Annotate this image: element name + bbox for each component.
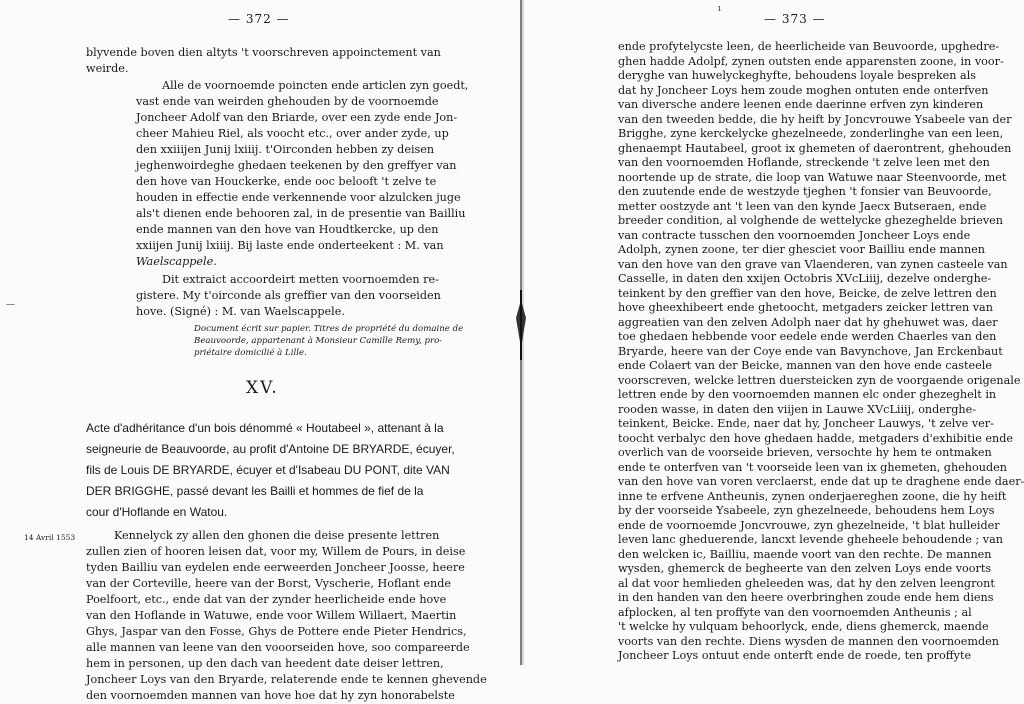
text-line: 't welcke hy vulquam behoorlyck, ende, diens ghemerck, maende (618, 620, 989, 633)
text-line: van diversche andere leenen ende daerinne erfven zyn kinderen (618, 98, 984, 111)
text-line: Joncheer Adolf van den Briarde, over een zyde ende Jon- (136, 111, 458, 124)
heading-line: fils de Louis DE BRYARDE, écuyer et d'Isabeau DU PONT, dite VAN (86, 463, 450, 477)
heading-line: seigneurie de Beauvoorde, au profit d'Antoine DE BRYARDE, écuyer, (86, 442, 455, 456)
text-line: by der voorseide Ysabeele, zyn ghezelneede, behoudens hem Loys (618, 504, 995, 517)
text-line: toe ghedaen hebbende voor eedele ende werden Chaerles van den (618, 330, 997, 343)
text-line: zullen zien of hooren leisen dat, voor my, Willem de Pours, in deise (86, 545, 466, 558)
page-number-right: — 373 — (764, 12, 826, 26)
text-line: houden in effectie ende verkennende voor alzulcken juge (136, 191, 461, 204)
text-line: ende de voornoemde Joncvrouwe, zyn ghezelneide, 't blat hulleider (618, 518, 1000, 532)
text-line: Kennelyck zy allen den ghonen die deise presente lettren (114, 529, 440, 542)
text-line: gistere. My t'oirconde als greffier van den voorseiden (136, 289, 441, 302)
text-line: hem in personen, up den dach van heedent date deiser lettren, (86, 657, 444, 670)
left-page (0, 0, 512, 702)
section-number: XV. (246, 378, 279, 398)
text-line: van den voornoemden Hoflande, streckende 't zelve leen met den (618, 156, 990, 169)
text-line: teinkent by den greffier van den hove, Beicke, de zelve lettren den (618, 286, 997, 300)
margin-tick: ı (718, 4, 721, 14)
text-line: van den hove van voren verclaerst, ende dat up te draghene ende daer- (618, 475, 1024, 488)
text-line: den voornoemden mannen van hove hoe dat hy zyn honorabelste (86, 689, 455, 702)
margin-date: 14 Avril 1553 (24, 533, 76, 542)
text-line: metter oostzyde ant 't leen van den kynde Jaecx Butseraen, ende (618, 199, 987, 213)
text-line: al dat voor hemlieden gheleeden was, dat hy den zelven leengront (618, 576, 995, 590)
page-number-left: — 372 — (228, 12, 290, 26)
text-line: den zuutende ende de westzyde tjeghen 't fonsier van Beuvoorde, (618, 185, 992, 198)
text-line: Ghys, Jaspar van den Fosse, Ghys de Pottere ende Pieter Hendrics, (86, 625, 467, 638)
text-line: Poelfoort, etc., ende dat van der zynder heerlicheide ende hove (86, 593, 447, 606)
text-line: breeder condition, al volghende de wettelycke ghezeghelde brieven (618, 214, 1004, 227)
text-line: xxiijen Junij lxiiij. Bij laste ende onderteekent : M. van (136, 239, 444, 252)
text-line: wysden, ghemerck de begheerte van den zelven Loys ende voorts (618, 562, 992, 575)
text-line: lettren ende by den voornoemden mannen elc onder ghezeghelt in (618, 388, 997, 401)
text-line: den hove van Houckerke, ende ooc belooft 't zelve te (136, 175, 437, 188)
text-line: Joncheer Loys van den Bryarde, relaterende ende te kennen ghevende (86, 673, 487, 686)
text-line: hove gheexhibeert ende ghetoocht, metgaders zeicker lettren van (618, 301, 993, 314)
text-line: aggreatien van den zelven Adolph naer dat hy ghehuwet was, daer (618, 315, 998, 329)
text-line: van den Hoflande in Watuwe, ende voor Willem Willaert, Maertin (86, 609, 457, 622)
text-line: den xxiiijen Junij lxiiij. t'Oirconden hebben zy deisen (136, 143, 435, 156)
note-line: Beauvoorde, appartenant à Monsieur Camille Remy, pro- (194, 336, 443, 346)
text-line: weirde. (86, 62, 129, 75)
text-line: voorts van den rechte. Diens wysden de mannen den voornoemden (618, 634, 999, 648)
text-line: ende profytelycste leen, de heerlicheide van Beuvoorde, upghedre- (618, 40, 1000, 53)
text-line: van den hove van den grave van Vlaenderen, van zynen casteele van (618, 257, 1008, 271)
text-line: Bryarde, heere van der Coye ende van Bavynchove, Jan Erckenbaut (618, 344, 1003, 358)
heading-line: DER BRIGGHE, passé devant les Bailli et hommes de fief de la (86, 484, 424, 498)
text-line: teinkent, Beicke. Ende, naer dat hy, Joncheer Lauwys, 't zelve ver- (618, 417, 994, 430)
text-line: van contracte tusschen den voornoemden Joncheer Loys ende (618, 228, 971, 242)
heading-line: Acte d'adhéritance d'un bois dénommé « Houtabeel », attenant à la (86, 421, 444, 435)
text-line: cheer Mahieu Riel, als voocht etc., over ander zyde, up (136, 127, 449, 140)
text-line: ghenaempt Hautabeel, groot ix ghemeten of daerontrent, ghehouden (618, 141, 1012, 155)
text-line: alle mannen van leene van den vooorseiden hove, soo compareerde (86, 641, 470, 654)
heading-line: cour d'Hoflande en Watou. (86, 505, 228, 519)
text-line: noortende up de strate, die loop van Watuwe naar Steenvoorde, met (618, 170, 1007, 184)
text-line: vast ende van weirden ghehouden by de voornoemde (136, 95, 439, 108)
text-line: van den tweeden bedde, die hy heift by Joncvrouwe Ysabeele van der (618, 112, 1012, 126)
right-page (514, 0, 1024, 665)
text-line: ende mannen van den hove van Houdtkercke, up den (136, 223, 439, 236)
text-line: overlich van de voorseide brieven, versochte hy hem te ontmaken (618, 446, 992, 459)
text-line: deryghe van huwelyckeghyfte, behoudens loyale bespreken als (618, 69, 977, 82)
text-line: Joncheer Loys ontuut ende onterft ende de roede, ten proffyte (618, 649, 972, 662)
text-line: inne te erfvene Antheunis, zynen onderjaereghen zoone, die hy heift (618, 489, 1007, 503)
text-line: den welcken ic, Bailliu, maende voort van den rechte. De mannen (618, 547, 992, 561)
text-line: van der Corteville, heere van der Borst, Vyscherie, Hoflant ende (86, 577, 451, 590)
text-line: Casselle, in daten den xxijen Octobris XVcLiiij, dezelve onderghe- (618, 272, 992, 285)
text-line: als't dienen ende behooren zal, in de presentie van Bailliu (136, 207, 466, 220)
text-line: jeghenwoirdeghe ghedaen teekenen by den greffyer van (136, 159, 457, 172)
text-line: ghen hadde Adolpf, zynen outsten ende apparensten zoone, in voor- (618, 54, 1004, 68)
text-line: ende Colaert van der Beicke, mannen van den hove ende casteele (618, 359, 992, 372)
margin-tick: — (6, 300, 15, 310)
text-line: voorscreven, welcke lettren duersteicken zyn de voorgaende origenale (618, 373, 1021, 387)
text-line: ende te onterfven van 't voorseide leen van ix ghemeten, ghehouden (618, 460, 1007, 474)
text-line: Adolph, zynen zoone, ter dier ghesciet voor Bailliu ende mannen (618, 243, 986, 256)
text-line: blyvende boven dien altyts 't voorschreven appoinctement van (86, 46, 441, 59)
text-line: rooden wasse, in daten den viijen in Lauwe XVcLiiij, onderghe- (618, 402, 977, 416)
text-line: hove. (Signé) : M. van Waelscappele. (136, 305, 345, 318)
text-line: tyden Bailliu van eydelen ende eerweerden Joncheer Joosse, heere (86, 561, 465, 574)
text-line: in den handen van den heere overbringhen zoude ende hem diens (618, 591, 994, 604)
text-line: afplocken, al ten proffyte van den voornoemden Antheunis ; al (618, 605, 972, 619)
note-line: priétaire domicilié à Lille. (194, 348, 307, 358)
note-line: Document écrit sur papier. Titres de propriété du domaine de (194, 324, 464, 334)
text-line: Waelscappele. (136, 255, 217, 268)
text-line: leven lanc gheduerende, lancxt levende gheheele behoudende ; van (618, 533, 1003, 546)
text-line: toocht verbalyc den hove ghedaen hadde, metgaders d'exhibitie ende (618, 431, 1013, 445)
text-line: Alle de voornoemde poincten ende articlen zyn goedt, (162, 79, 469, 92)
text-line: dat hy Joncheer Loys hem zoude moghen ontuten ende onterfven (618, 83, 989, 97)
text-line: Dit extraict accoordeirt metten voornoemden re- (162, 273, 439, 286)
text-line: Brigghe, zyne kerckelycke ghezelneede, zonderlinghe van een leen, (618, 127, 1004, 140)
